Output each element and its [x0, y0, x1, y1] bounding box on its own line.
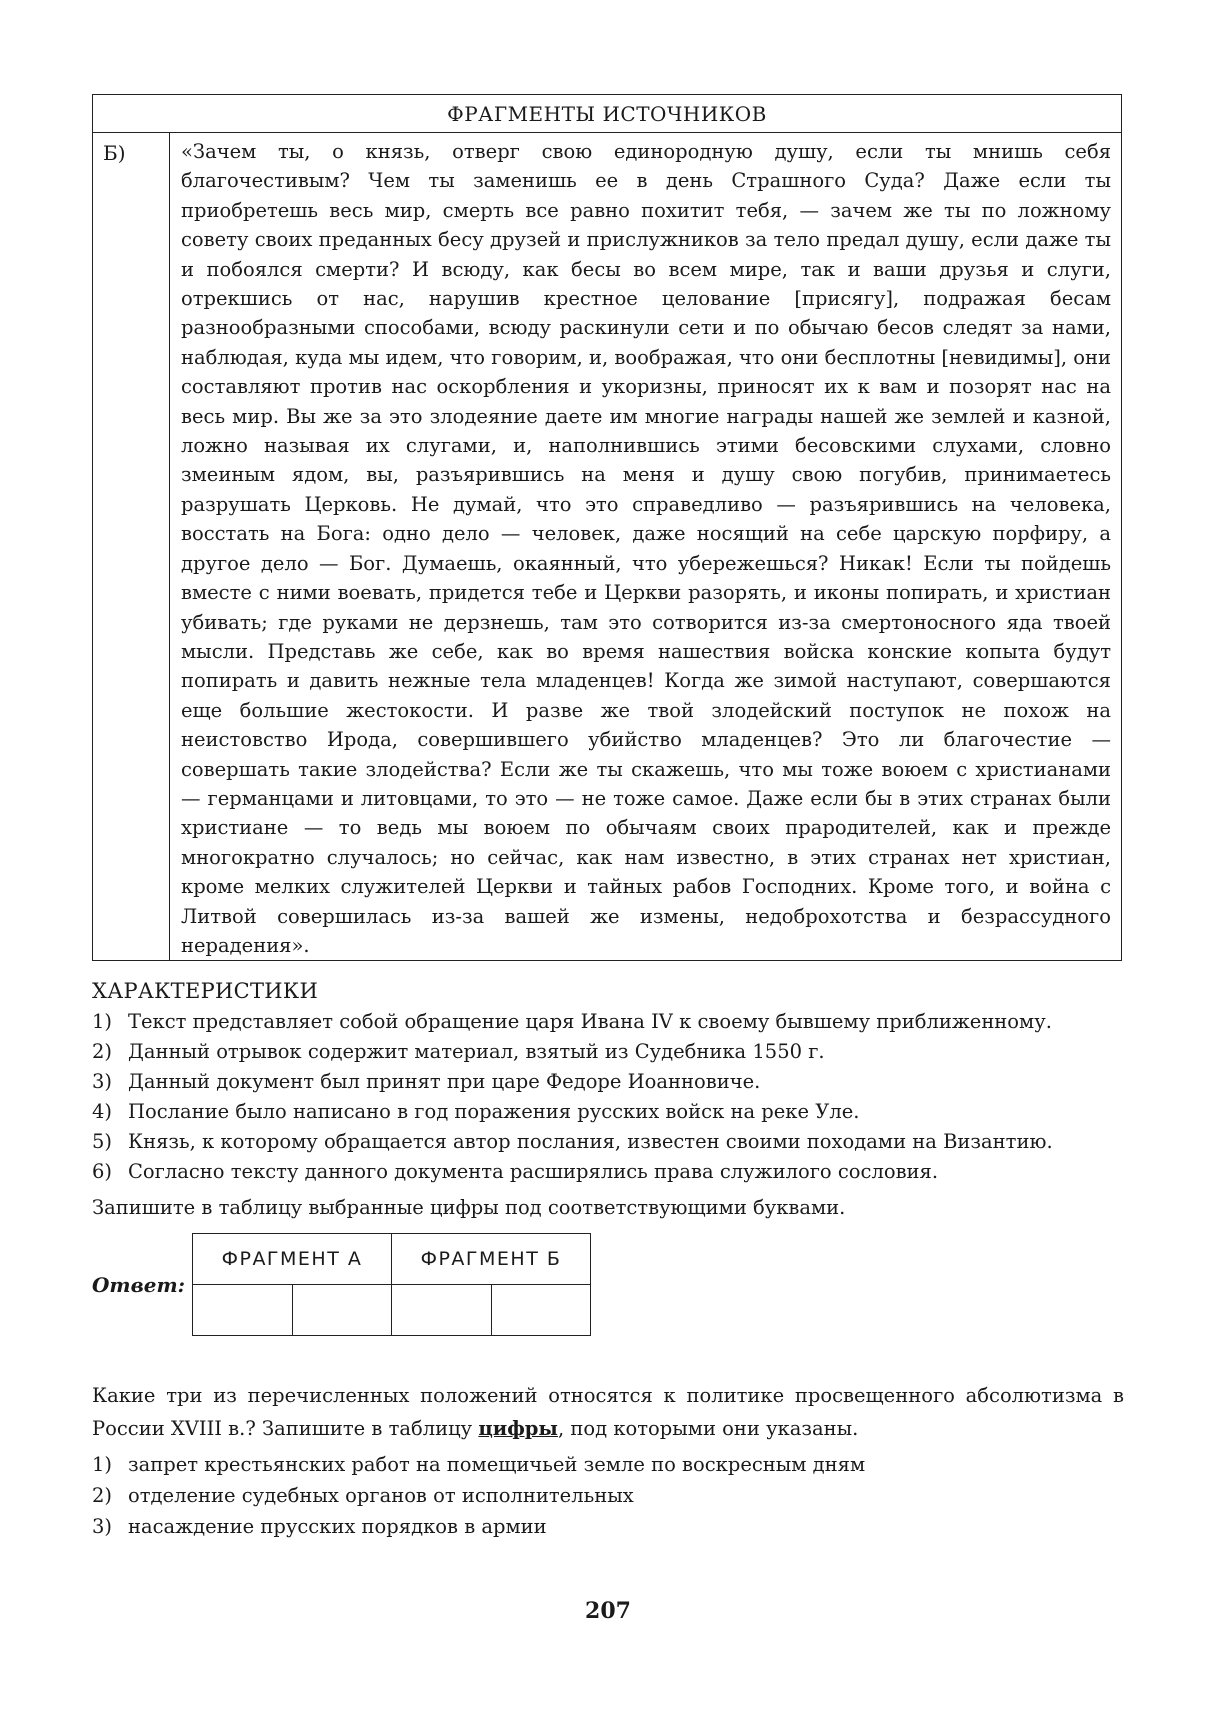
- question-text: [92, 1379, 1124, 1445]
- item-number: 6): [92, 1160, 113, 1184]
- list-item: [92, 1097, 1124, 1127]
- item-text: Согласно тексту данного документа расширялись права служилого сословия.: [128, 1160, 939, 1184]
- list-item: [92, 1127, 1124, 1157]
- answer-header-b: ФРАГМЕНТ Б: [392, 1234, 591, 1285]
- list-item: [92, 1511, 1124, 1542]
- question-text-before: Какие три из перечисленных положений относятся к политике просвещенного абсолютизма в России XVIII в.? Запишите в таблицу: [92, 1384, 1124, 1441]
- list-item: [92, 1007, 1124, 1037]
- source-text: «Зачем ты, о князь, отверг свою единородную душу, если ты мнишь себя благочестивым? Чем ты заменишь ее в день Страшного Суда? Даже если ты приобретешь весь мир, смерть все равно похитит тебя, — зачем же ты по ложному совету своих преданных бесу друзей и прислужников за тело предал душу, если даже ты и побоялся смерти? И всюду, как бесы во всем мире, так и ваши друзья и слуги, отрекшись от нас, нарушив крестное целование [присягу], подражая бесам разнообразными способами, всюду раскинули сети и по обычаю бесов следят за нами, наблюдая, куда мы идем, что говорим, и, воображая, что они бесплотны [невидимы], они составляют против нас оскорбления и укоризны, приносят их к вам и позорят нас на весь мир. Вы же за это злодеяние даете им многие награды нашей же землей и казной, ложно называя их слугами, и, наполнившись этими бесовскими слухами, словно змеиным ядом, вы, разъярившись на меня и душу свою погубив, принимаетесь разрушать Церковь. Не думай, что это справедливо — разъярившись на человека, восстать на Бога: одно дело — человек, даже носящий на себе царскую порфиру, а другое дело — Бог. Думаешь, окаянный, что убережешься? Никак! Если ты пойдешь вместе с ними воевать, придется тебе и Церкви разорять, и иконы попирать, и христиан убивать; где руками не дерзнешь, там это сотворится из-за смертоносного яда твоей мысли. Представь же себе, как во время нашествия войска конские копыта будут попирать и давить нежные тела младенцев! Когда же зимой наступают, совершаются еще большие жестокости. И разве же твой злодейский поступок не похож на неистовство Ирода, совершившего убийство младенцев? Это ли благочестие — совершать такие злодейства? Если же ты скажешь, что мы тоже воюем с христианами — германцами и литовцами, то это — не тоже самое. Даже если бы в этих странах были христиане — то ведь мы воюем по обычаям своих прародителей, как и прежде многократно случалось; но сейчас, как нам известно, в этих странах нет христиан, кроме мелких служителей Церкви и тайных рабов Господних. Кроме того, и война с Литвой совершилась из-за вашей же измены, недоброхотства и безрассудного нерадения».: [181, 140, 1111, 957]
- item-text: запрет крестьянских работ на помещичьей земле по воскресным дням: [128, 1453, 866, 1477]
- question-text-after: , под которыми они указаны.: [557, 1417, 859, 1441]
- item-number: 2): [92, 1484, 113, 1508]
- sources-header: ФРАГМЕНТЫ ИСТОЧНИКОВ: [93, 95, 1122, 133]
- answer-block: [92, 1233, 1124, 1345]
- answer-cell-a2[interactable]: [292, 1285, 392, 1336]
- page-number: 207: [585, 1598, 631, 1624]
- item-text: Послание было написано в год поражения русских войск на реке Уле.: [128, 1100, 860, 1124]
- item-number: 1): [92, 1453, 113, 1477]
- answer-header-a: ФРАГМЕНТ А: [193, 1234, 392, 1285]
- item-text: Данный документ был принят при царе Федоре Иоанновиче.: [128, 1070, 761, 1094]
- list-item: [92, 1067, 1124, 1097]
- instruction-text: Запишите в таблицу выбранные цифры под соответствующими буквами.: [92, 1196, 846, 1220]
- question-options: [92, 1449, 1124, 1542]
- item-number: 2): [92, 1040, 113, 1064]
- answer-table: [192, 1233, 591, 1336]
- source-text-cell: [170, 133, 1122, 961]
- source-row: [93, 133, 1122, 961]
- question-emphasis: цифры: [478, 1417, 558, 1441]
- item-text: Текст представляет собой обращение царя Ивана IV к своему бывшему приближенному.: [128, 1010, 1052, 1034]
- answer-cell-b2[interactable]: [491, 1285, 591, 1336]
- item-text: Князь, к которому обращается автор послания, известен своими походами на Византию.: [128, 1130, 1053, 1154]
- answer-label: Ответ:: [92, 1273, 185, 1298]
- list-item: [92, 1037, 1124, 1067]
- item-number: 3): [92, 1515, 113, 1539]
- sources-table: [92, 94, 1122, 961]
- answer-cell-b1[interactable]: [392, 1285, 492, 1336]
- list-item: [92, 1449, 1124, 1480]
- item-number: 4): [92, 1100, 113, 1124]
- item-text: Данный отрывок содержит материал, взятый из Судебника 1550 г.: [128, 1040, 825, 1064]
- page-content: [92, 94, 1124, 1542]
- characteristics-title: ХАРАКТЕРИСТИКИ: [92, 979, 319, 1004]
- source-letter: Б): [93, 133, 170, 961]
- item-text: насаждение прусских порядков в армии: [128, 1515, 547, 1539]
- item-number: 5): [92, 1130, 113, 1154]
- item-number: 1): [92, 1010, 113, 1034]
- list-item: [92, 1157, 1124, 1187]
- list-item: [92, 1480, 1124, 1511]
- characteristics-list: [92, 1007, 1124, 1187]
- item-number: 3): [92, 1070, 113, 1094]
- item-text: отделение судебных органов от исполнительных: [128, 1484, 634, 1508]
- answer-cell-a1[interactable]: [193, 1285, 293, 1336]
